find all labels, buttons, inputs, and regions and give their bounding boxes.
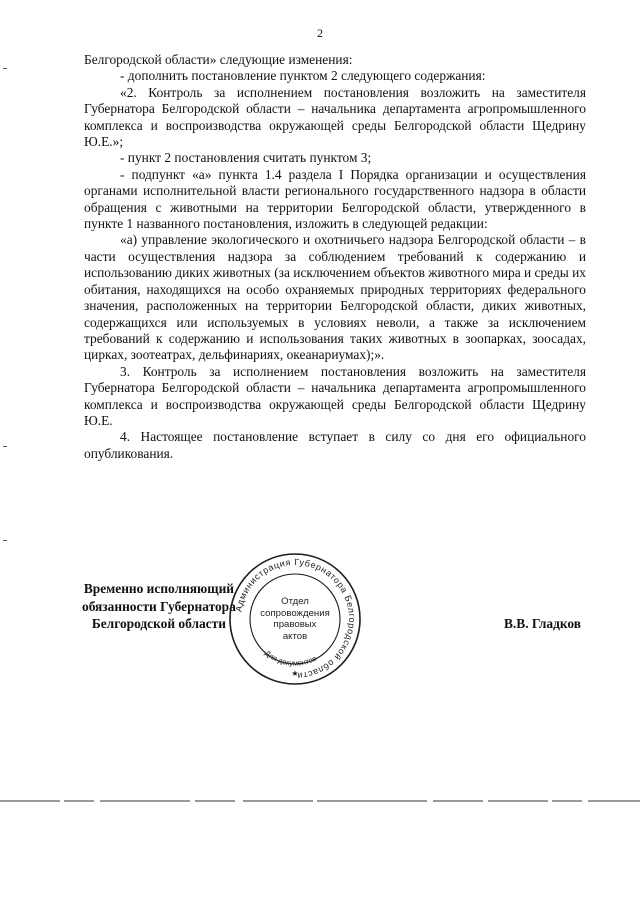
star-icon: ★ xyxy=(291,669,299,678)
signature-title xyxy=(82,580,236,633)
signer-name: В.В. Гладков xyxy=(504,616,582,631)
paragraph-point-4: 4. Настоящее постановление вступает в силу со дня его официального опубликования. xyxy=(84,429,586,461)
margin-mark xyxy=(3,540,7,541)
stamp-ring-text: Администрация Губернатора Белгородской области xyxy=(233,556,358,682)
stamp-center-line: сопровождения xyxy=(260,607,330,619)
signature-title-line: Временно исполняющий xyxy=(83,581,235,596)
margin-mark xyxy=(3,446,7,447)
paragraph-quoted-text: «а) управление экологического и охотничьего надзора Белгородской области – в части осуществления надзора за соблюдением требований к содержанию и использованию диких животных (за исключением объектов животного мира и среды их обитания, находящихся на особо охраняемых природных территориях федерального значения, расположенных на территории Белгородской области, диких животных, содержащихся или используемых в условиях неволи, а также за исключением требований к содержанию и использования таких животных в зоопарках, зоосадах, цирках, зоотеатрах, дельфинариях, океанариумах);». xyxy=(84,232,586,363)
stamp-center xyxy=(228,552,362,686)
stamp-center-line: актов xyxy=(282,630,308,642)
stamp-center-line: правовых xyxy=(273,619,317,630)
signature-title-line: Белгородской области xyxy=(91,616,226,631)
margin-mark xyxy=(3,68,7,69)
paragraph-intro: Белгородской области» следующие изменения: xyxy=(84,52,353,67)
page-number: 2 xyxy=(317,26,323,40)
bottom-divider xyxy=(0,800,640,802)
stamp-center-line: Отдел xyxy=(281,596,309,607)
paragraph-subpoint-a: - подпункт «а» пункта 1.4 раздела I Порядка организации и осуществления органами исполнительной власти регионального государственного надзора в области обращения с животными на территории Белгородской области, утвержденного в пункте 1 названного постановления, изложить в следующей редакции: xyxy=(84,166,586,232)
official-stamp xyxy=(228,552,362,686)
paragraph-point-3: 3. Контроль за исполнением постановления возложить на заместителя Губернатора Белгородской области – начальника департамента агропромышленного комплекса и воспроизводства окружающей среды Белгородской области Щедрину Ю.Е. xyxy=(84,363,586,428)
paragraph-renumber: - пункт 2 постановления считать пунктом 3; xyxy=(120,150,372,166)
signature-title-line: обязанности Губернатора xyxy=(82,598,236,614)
stamp-bottom-text: Для документов xyxy=(262,648,318,668)
document-body xyxy=(84,52,586,462)
paragraph-new-point-2: «2. Контроль за исполнением постановления возложить на заместителя Губернатора Белгородской области – начальника департамента агропромышленного комплекса и воспроизводства окружающей среды Белгородской области Щедрину Ю.Е.»; xyxy=(84,84,586,150)
paragraph-amend-add: - дополнить постановление пунктом 2 следующего содержания: xyxy=(120,68,486,84)
